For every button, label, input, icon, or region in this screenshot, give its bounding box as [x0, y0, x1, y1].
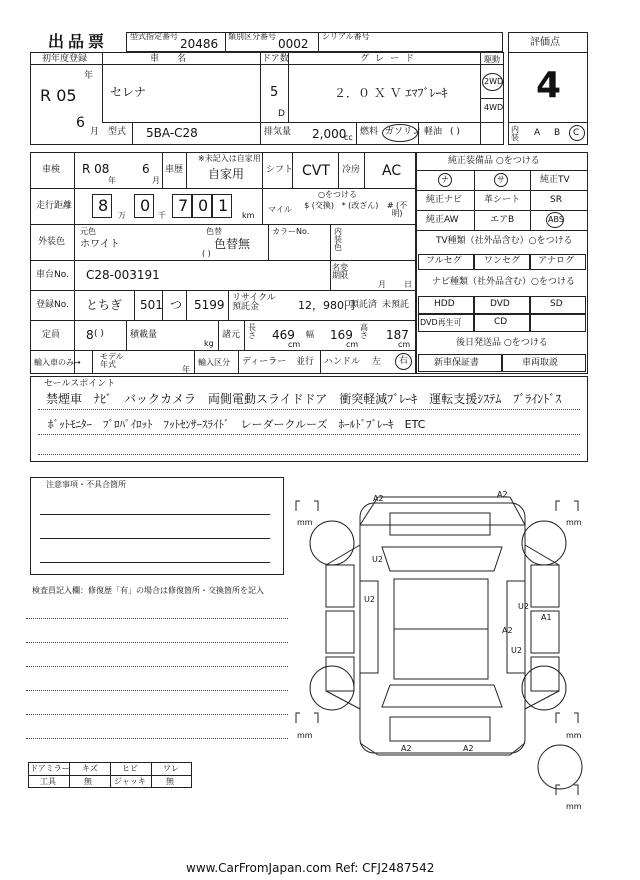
equip-abs: ABS: [548, 215, 564, 224]
reg-kana: つ: [170, 298, 183, 312]
recycle-label: リサイクル預託金: [232, 293, 276, 312]
usage: 自家用: [208, 167, 245, 181]
reg-pref: とちぎ: [86, 298, 123, 312]
tools-jack-value: 無: [166, 777, 174, 786]
later-title: 後日発送品 ○をつける: [456, 338, 548, 348]
genuine-title: 純正装備品 ○をつける: [448, 156, 540, 166]
length-label: 長さ: [248, 323, 256, 340]
color-change-label: 色替: [206, 227, 222, 236]
chassis-label: 車台No.: [36, 270, 69, 280]
diag-mark-4: U2: [364, 595, 375, 604]
doors-label: ドア数: [262, 54, 289, 64]
mileage-digit-2: 0: [140, 196, 151, 215]
fuel-other: ( ): [450, 127, 460, 137]
disp-label: 排気量: [264, 127, 292, 137]
length: 469: [272, 328, 295, 342]
load-label: 積載量: [130, 330, 158, 340]
tools-jack: ジャッキ: [114, 777, 146, 786]
handle-right: 右: [399, 356, 409, 366]
equip-genuine-aw: 純正AW: [426, 215, 459, 225]
usage-label: 車歴: [165, 165, 184, 175]
fuel-gasoline: ガソリン: [385, 127, 422, 137]
usage-note: ※未記入は自家用: [198, 154, 261, 163]
ac: AC: [382, 163, 402, 179]
diag-mark-10: A2: [463, 744, 474, 753]
tv-analog: アナログ: [538, 256, 575, 266]
diag-mm-1: mm: [297, 518, 313, 527]
door-type: D: [278, 109, 285, 119]
equip-airbag: エアB: [490, 215, 515, 225]
diag-mark-7: A2: [502, 626, 513, 635]
width-unit: cm: [346, 340, 359, 349]
mileage-opt-tampered: * (改ざん): [341, 201, 379, 210]
model-year-label: モデル年式: [100, 352, 124, 369]
type-no: 20486: [180, 37, 219, 51]
fuel-diesel-label: 軽油: [424, 127, 443, 137]
handle-label: ハンドル: [324, 357, 361, 367]
first-reg-era: R 05: [40, 86, 77, 105]
first-reg-label: 初年度登録: [42, 54, 88, 64]
color-label: 外装色: [38, 237, 66, 247]
width: 169: [330, 328, 353, 342]
load-unit: kg: [204, 339, 214, 348]
mileage-opt-exchange: $ (交換): [304, 201, 334, 210]
model-label: 型式: [108, 127, 127, 137]
reg-class: 501: [140, 298, 163, 312]
shaken-month-unit: 月: [152, 176, 160, 185]
navi-sd: SD: [550, 299, 563, 309]
mileage-digit-1: 8: [98, 196, 109, 215]
first-reg-month-unit: 月: [90, 127, 100, 137]
height: 187: [386, 328, 409, 342]
disp-unit: cc: [344, 133, 353, 142]
name-change-month: 月: [378, 280, 386, 289]
diag-mark-3: U2: [372, 555, 383, 564]
class-no: 0002: [278, 37, 309, 51]
notes-label: 注意事項・不具合箇所: [46, 480, 126, 489]
navi-dvd: DVD: [490, 299, 510, 309]
import-label: 輸入車のみ→: [34, 358, 81, 367]
sales-line-1: 禁煙車 ﾅﾋﾞ バックカメラ 両側電動スライドドア 衝突軽減ﾌﾞﾚｰｷ 運転支援ｼｽﾃﾑ ﾌﾞﾗｲﾝﾄﾞｽ: [46, 392, 562, 406]
displacement: 2,000: [312, 127, 347, 141]
navi-dvd-play: DVD再生可: [420, 318, 462, 327]
type-no-label: 型式指定番号: [130, 32, 178, 41]
import-dealer: ディーラー: [242, 357, 287, 367]
color-paren: ( ): [202, 249, 211, 258]
fuel-label: 燃料: [360, 127, 379, 137]
orig-color: ホワイト: [80, 239, 120, 250]
chassis-no: C28-003191: [86, 268, 160, 282]
shaken-label: 車検: [42, 165, 61, 175]
sales-label: セールスポイント: [44, 379, 116, 389]
shaken-month: 6: [142, 162, 150, 176]
tools-tool: 工具: [40, 777, 56, 786]
serial-label: シリアル番号: [322, 32, 370, 41]
drive-4wd: 4WD: [484, 103, 504, 112]
mileage-opt-unknown: # (不明): [386, 201, 408, 218]
mileage-label: 走行距離: [36, 201, 73, 211]
width-label: 幅: [306, 330, 314, 339]
shift: CVT: [302, 163, 330, 179]
tools-h-crack: ヒビ: [122, 764, 138, 773]
mileage-digit-4: 0: [198, 196, 209, 215]
model-year-unit: 年: [182, 365, 190, 374]
equip-navi-circle: ナ: [441, 175, 449, 184]
interior-b: B: [554, 128, 561, 138]
shift-label: シフト: [266, 165, 294, 175]
handle-left: 左: [372, 357, 382, 367]
equip-sr: SR: [550, 195, 562, 205]
shaken-era: R 08: [82, 162, 110, 176]
height-unit: cm: [398, 340, 411, 349]
reg-label: 登録No.: [36, 300, 69, 310]
mileage-opt-mile: マイル: [268, 205, 292, 214]
tv-oneseg: ワンセグ: [484, 256, 521, 266]
drive-label: 駆動: [484, 55, 500, 64]
diag-mark-8: U2: [511, 646, 522, 655]
diag-mark-5: U2: [518, 602, 529, 611]
mileage-check-label: ○をつける: [318, 190, 357, 199]
tools-tool-value: 無: [84, 777, 92, 786]
dims-label: 諸元: [222, 330, 241, 340]
mileage-man: 万: [118, 211, 126, 220]
interior-label: 内装: [511, 125, 519, 142]
class-no-label: 類別区分番号: [228, 32, 276, 41]
import-parallel: 並行: [296, 357, 315, 367]
equip-leather: 革シート: [484, 195, 521, 205]
diag-mark-2: A2: [497, 490, 508, 499]
recycle-not-done: 未預託: [382, 300, 410, 310]
tools-h-break: ワレ: [163, 764, 179, 773]
diag-mark-9: A2: [401, 744, 412, 753]
drive-2wd: 2WD: [484, 77, 504, 86]
first-reg-year-unit: 年: [84, 71, 94, 81]
mileage-digit-5: 1: [218, 196, 229, 215]
name-change-day: 日: [404, 280, 412, 289]
grade-label: グレード: [360, 54, 421, 64]
interior-a: A: [534, 128, 541, 138]
name-change-label: 名変期限: [332, 263, 348, 280]
reg-num: 5199: [194, 298, 225, 312]
navi-cd: CD: [494, 317, 508, 327]
tools-h-mirror: ドアミラー: [30, 764, 70, 773]
capacity-paren: ( ): [94, 329, 104, 339]
footer-ref: www.CarFromJapan.com Ref: CFJ2487542: [186, 861, 435, 875]
tools-h-scratch: キズ: [82, 764, 98, 773]
orig-color-label: 元色: [80, 227, 96, 236]
color-change: 色替無: [214, 237, 251, 251]
diag-mm-2: mm: [566, 518, 582, 527]
diag-mm-4: mm: [566, 731, 582, 740]
tv-fullseg: フルセグ: [426, 256, 462, 266]
score-label: 評価点: [530, 37, 560, 48]
height-label: 高さ: [360, 323, 368, 340]
equip-genuine-tv: 純正TV: [540, 175, 570, 185]
model: 5BA-C28: [146, 126, 198, 140]
diag-mark-6: A1: [541, 613, 552, 622]
shaken-year-unit: 年: [108, 176, 116, 185]
sales-line-2: ﾎﾞｯﾄﾓﾆﾀｰ ﾌﾟﾛﾊﾟｲﾛｯﾄ ﾌｯﾄｾﾝｻｰｽﾗｲﾄﾞ レーダークルーズ ﾎｰﾙﾄﾞﾌﾞﾚｰｷ ETC: [48, 418, 426, 431]
first-reg-month: 6: [76, 115, 85, 131]
later-warranty: 新車保証書: [434, 358, 480, 368]
diag-mark-1: A2: [373, 494, 384, 503]
inspector-label: 検査員記入欄：修復歴「有」の場合は修復箇所・交換箇所を記入: [32, 586, 264, 595]
later-manual: 車両取説: [522, 358, 559, 368]
mileage-unit: km: [242, 211, 255, 220]
navi-title: ナビ種類（社外品含む）○をつける: [432, 277, 575, 287]
length-unit: cm: [288, 340, 301, 349]
navi-hdd: HDD: [434, 299, 455, 309]
capacity-label: 定員: [42, 330, 61, 340]
diag-mm-5: mm: [566, 802, 582, 811]
interior-color-label: 内装色: [334, 227, 342, 252]
doors: 5: [270, 85, 279, 100]
notes-box: [30, 477, 284, 575]
score-value: 4: [536, 65, 562, 106]
recycle-fee: 12，980円: [298, 299, 355, 312]
grade: ２．０ Ｘ Ｖ ｴﾏﾌﾞﾚｰｷ: [334, 86, 448, 100]
car-damage-diagram: [290, 485, 590, 810]
car-name-label: 車名: [150, 54, 205, 64]
recycle-done: 預託済: [350, 300, 378, 310]
diag-mm-3: mm: [297, 731, 313, 740]
equip-genuine-navi: 純正ナビ: [426, 195, 463, 205]
ac-label: 冷房: [342, 165, 361, 175]
mileage-sen: 千: [158, 211, 166, 220]
interior-c: C: [573, 128, 580, 138]
color-no-label: カラーNo.: [272, 227, 310, 236]
equip-sunroof-circle: サ: [497, 175, 505, 184]
tv-title: TV種類（社外品含む）○をつける: [436, 236, 573, 246]
car-name: セレナ: [110, 85, 147, 99]
mileage-digit-3: 7: [178, 196, 189, 215]
sheet-title: 出品票: [48, 32, 109, 51]
capacity: 8: [86, 328, 94, 342]
import-div-label: 輸入区分: [198, 358, 230, 367]
